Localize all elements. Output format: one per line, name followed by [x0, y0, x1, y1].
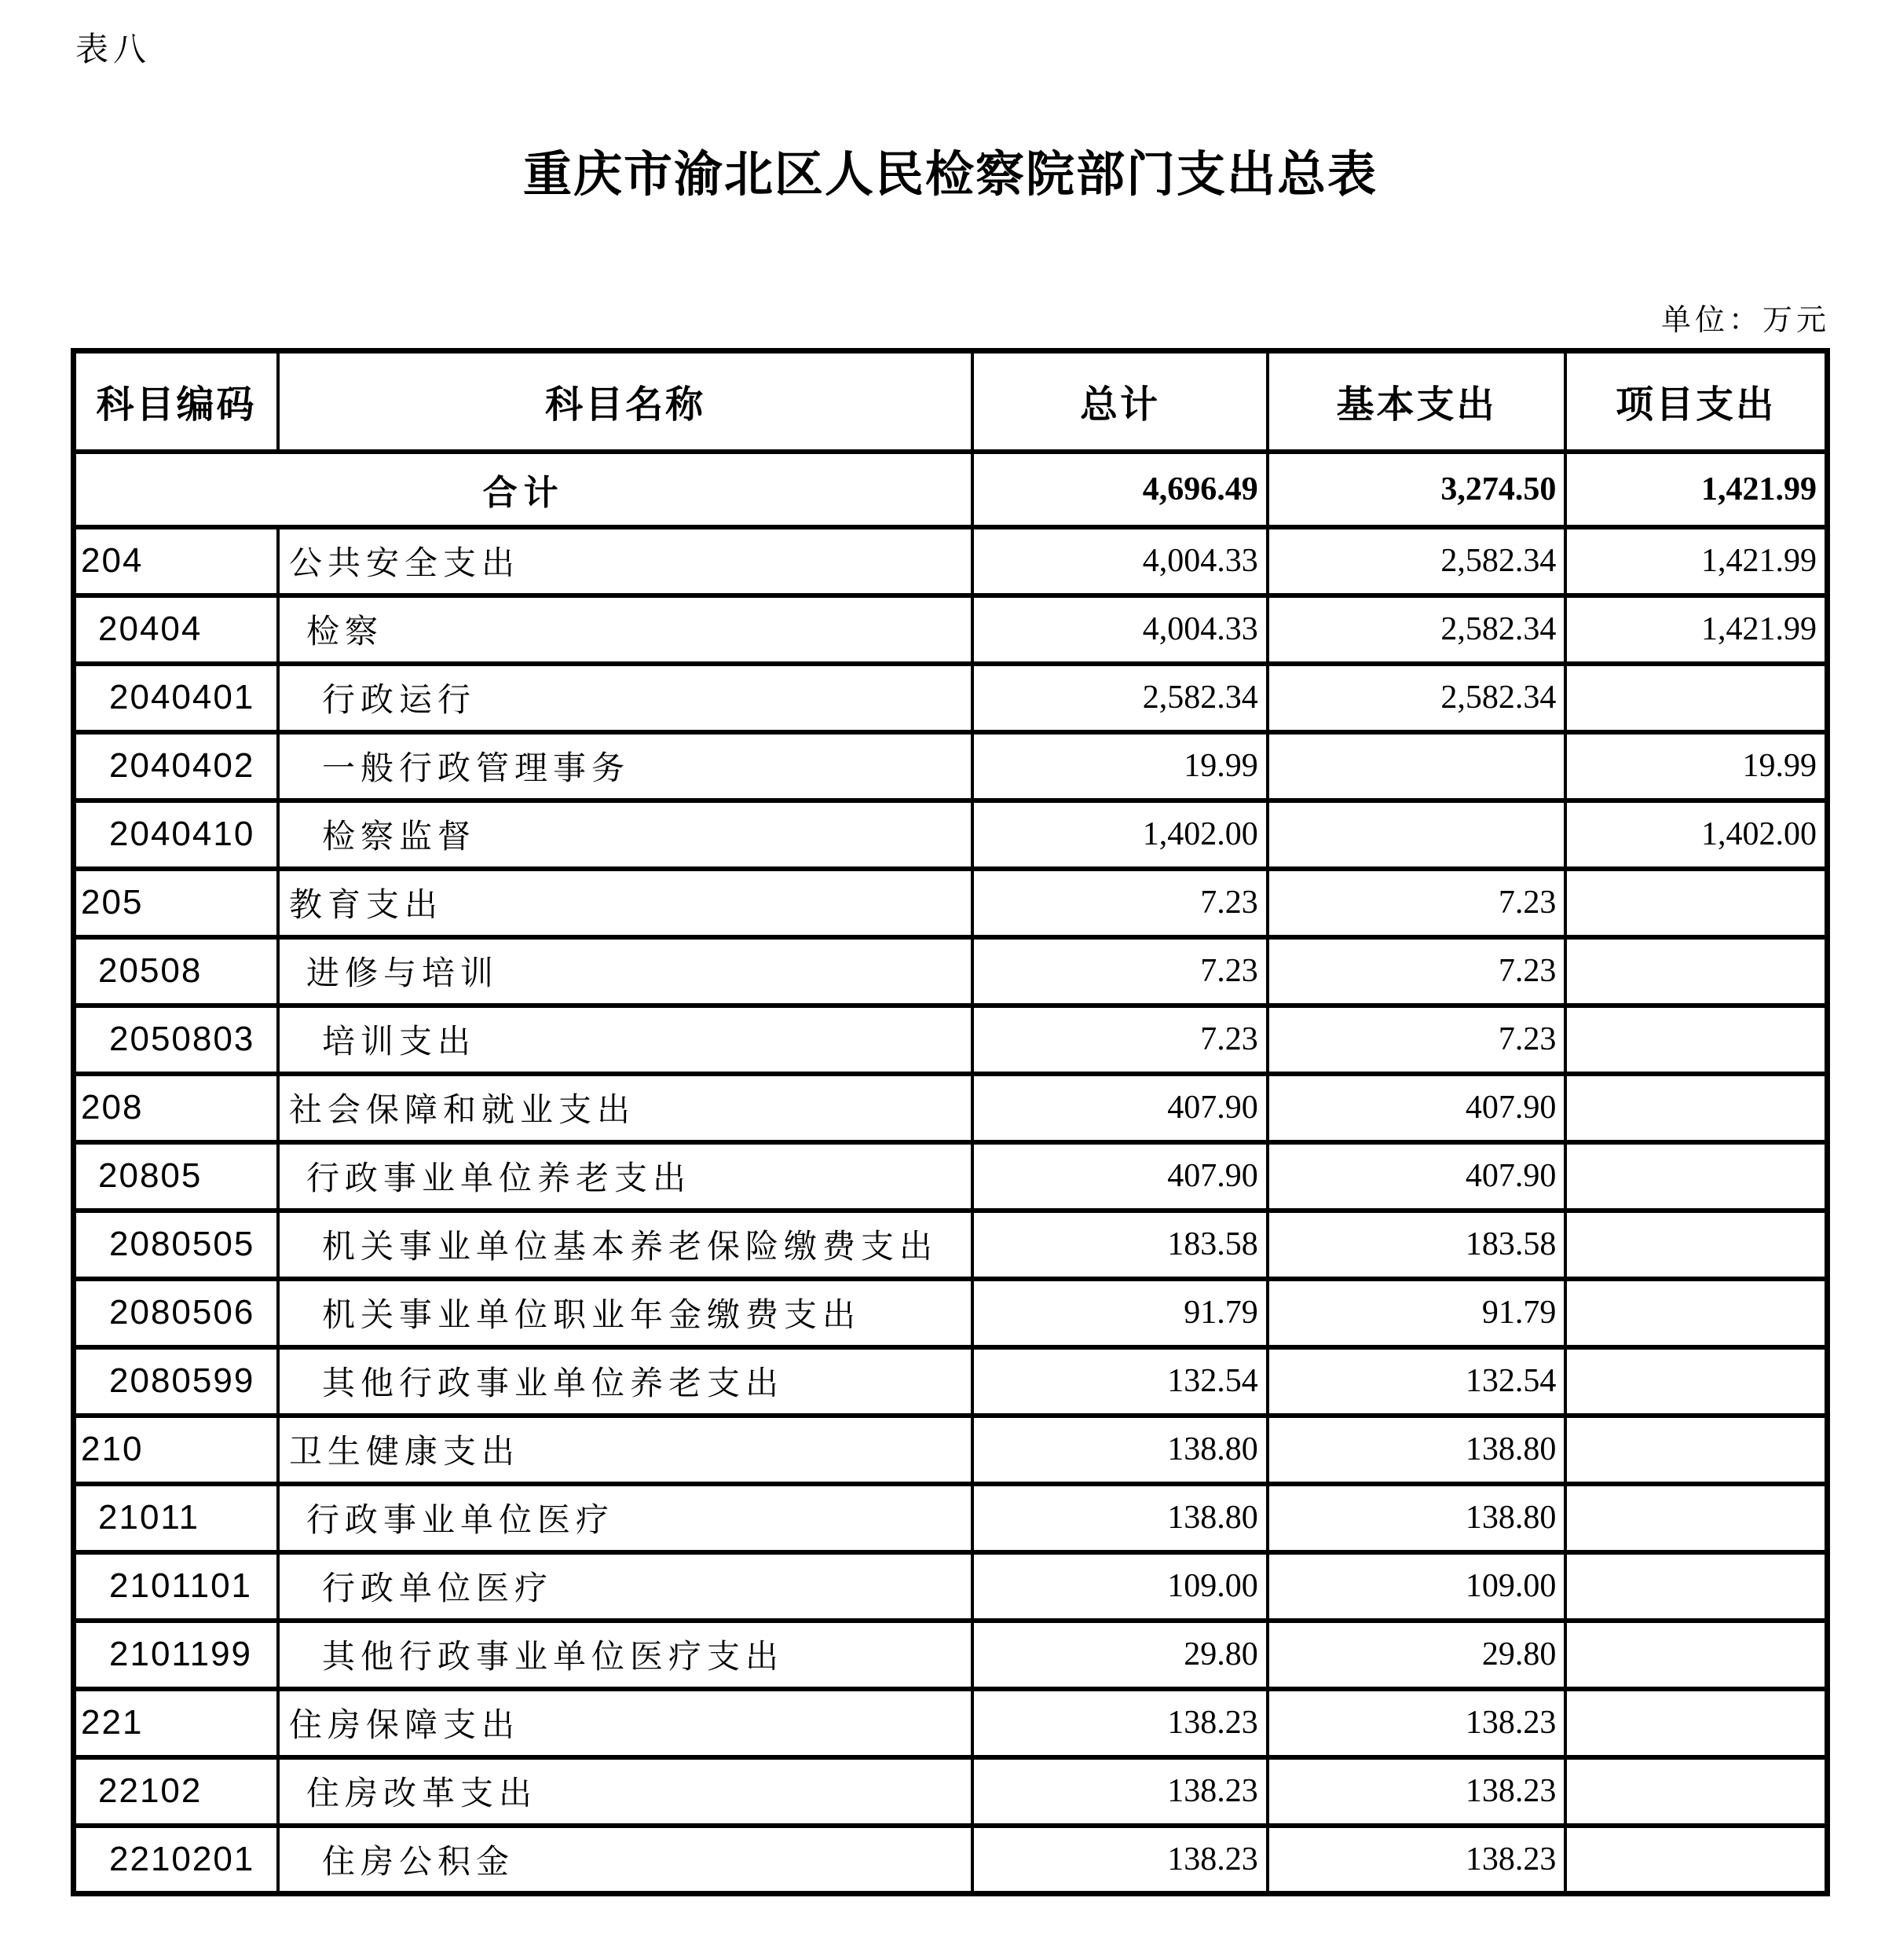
total-value-cell: 7.23: [972, 937, 1268, 1006]
subject-code-cell: 221: [74, 1689, 278, 1757]
grand-total-project-cell: 1,421.99: [1565, 452, 1827, 527]
table-row: [74, 1757, 1828, 1826]
subject-name-cell: 检察: [278, 595, 972, 664]
table-row: [74, 1552, 1828, 1621]
subject-code-cell: 2050803: [74, 1006, 278, 1074]
basic-value-cell: 2,582.34: [1268, 527, 1566, 595]
basic-value-cell: 183.58: [1268, 1211, 1566, 1279]
table-row: [74, 1279, 1828, 1347]
header-row: [74, 351, 1828, 452]
project-value-cell: [1565, 1757, 1827, 1826]
table-row: [74, 1211, 1828, 1279]
grand-total-label-cell: 合计: [74, 452, 973, 527]
subject-name-cell: 行政单位医疗: [278, 1552, 972, 1621]
subject-code-cell: 2210201: [74, 1826, 278, 1894]
table-row: [74, 1074, 1828, 1142]
total-value-cell: 109.00: [972, 1552, 1268, 1621]
table-row: [74, 1006, 1828, 1074]
subject-name-cell: 机关事业单位职业年金缴费支出: [278, 1279, 972, 1347]
subject-code-cell: 205: [74, 869, 278, 937]
basic-value-cell: 7.23: [1268, 1006, 1566, 1074]
subject-code-cell: 2040410: [74, 800, 278, 869]
subject-code-cell: 2040402: [74, 732, 278, 800]
subject-name-cell: 公共安全支出: [278, 527, 972, 595]
subject-name-cell: 行政事业单位医疗: [278, 1484, 972, 1552]
subject-code-cell: 2080599: [74, 1347, 278, 1416]
subject-name-cell: 住房保障支出: [278, 1689, 972, 1757]
project-value-cell: 19.99: [1565, 732, 1827, 800]
basic-value-cell: 109.00: [1268, 1552, 1566, 1621]
column-header-subject-name: 科目名称: [278, 351, 972, 452]
project-value-cell: [1565, 1142, 1827, 1211]
subject-code-cell: 208: [74, 1074, 278, 1142]
subject-code-cell: 20508: [74, 937, 278, 1006]
basic-value-cell: 407.90: [1268, 1074, 1566, 1142]
total-value-cell: 138.23: [972, 1826, 1268, 1894]
subject-name-cell: 住房改革支出: [278, 1757, 972, 1826]
subject-name-cell: 卫生健康支出: [278, 1416, 972, 1484]
basic-value-cell: 138.23: [1268, 1689, 1566, 1757]
project-value-cell: 1,421.99: [1565, 595, 1827, 664]
table-row: [74, 595, 1828, 664]
total-value-cell: 4,004.33: [972, 527, 1268, 595]
subject-name-cell: 住房公积金: [278, 1826, 972, 1894]
basic-value-cell: 138.80: [1268, 1416, 1566, 1484]
total-value-cell: 19.99: [972, 732, 1268, 800]
subject-name-cell: 一般行政管理事务: [278, 732, 972, 800]
table-row: [74, 1416, 1828, 1484]
total-value-cell: 7.23: [972, 1006, 1268, 1074]
total-value-cell: 1,402.00: [972, 800, 1268, 869]
subject-code-cell: 20404: [74, 595, 278, 664]
basic-value-cell: [1268, 732, 1566, 800]
project-value-cell: [1565, 664, 1827, 732]
total-value-cell: 138.80: [972, 1416, 1268, 1484]
project-value-cell: 1,402.00: [1565, 800, 1827, 869]
total-value-cell: 407.90: [972, 1142, 1268, 1211]
subject-code-cell: 22102: [74, 1757, 278, 1826]
total-value-cell: 138.80: [972, 1484, 1268, 1552]
table-row: [74, 869, 1828, 937]
subject-code-cell: 2080505: [74, 1211, 278, 1279]
subject-name-cell: 其他行政事业单位养老支出: [278, 1347, 972, 1416]
subject-name-cell: 社会保障和就业支出: [278, 1074, 972, 1142]
total-value-cell: 132.54: [972, 1347, 1268, 1416]
subject-code-cell: 2040401: [74, 664, 278, 732]
page-title: 重庆市渝北区人民检察院部门支出总表: [522, 148, 1378, 202]
total-value-cell: 7.23: [972, 869, 1268, 937]
column-header-basic: 基本支出: [1268, 351, 1566, 452]
subject-code-cell: 2101101: [74, 1552, 278, 1621]
total-value-cell: 91.79: [972, 1279, 1268, 1347]
project-value-cell: [1565, 1074, 1827, 1142]
grand-total-basic-cell: 3,274.50: [1268, 452, 1566, 527]
table-row: [74, 1142, 1828, 1211]
column-header-project: 项目支出: [1565, 351, 1827, 452]
basic-value-cell: 138.23: [1268, 1826, 1566, 1894]
subject-name-cell: 教育支出: [278, 869, 972, 937]
table-row: [74, 1826, 1828, 1894]
project-value-cell: [1565, 1689, 1827, 1757]
subject-name-cell: 进修与培训: [278, 937, 972, 1006]
grand-total-row: [74, 452, 1828, 527]
subject-code-cell: 20805: [74, 1142, 278, 1211]
total-value-cell: 138.23: [972, 1689, 1268, 1757]
total-value-cell: 183.58: [972, 1211, 1268, 1279]
project-value-cell: [1565, 869, 1827, 937]
unit-note: 单位：万元: [1660, 304, 1830, 337]
column-header-total: 总计: [972, 351, 1268, 452]
project-value-cell: [1565, 1279, 1827, 1347]
table-body: [74, 527, 1828, 1894]
basic-value-cell: 407.90: [1268, 1142, 1566, 1211]
basic-value-cell: 7.23: [1268, 869, 1566, 937]
project-value-cell: [1565, 1621, 1827, 1689]
grand-total-total-cell: 4,696.49: [972, 452, 1268, 527]
project-value-cell: [1565, 1552, 1827, 1621]
basic-value-cell: 2,582.34: [1268, 595, 1566, 664]
project-value-cell: [1565, 1416, 1827, 1484]
project-value-cell: [1565, 1347, 1827, 1416]
subject-code-cell: 21011: [74, 1484, 278, 1552]
project-value-cell: [1565, 1826, 1827, 1894]
table-row: [74, 1484, 1828, 1552]
table-row: [74, 800, 1828, 869]
basic-value-cell: 138.23: [1268, 1757, 1566, 1826]
total-value-cell: 138.23: [972, 1757, 1268, 1826]
project-value-cell: [1565, 937, 1827, 1006]
subject-code-cell: 2080506: [74, 1279, 278, 1347]
subject-name-cell: 其他行政事业单位医疗支出: [278, 1621, 972, 1689]
subject-name-cell: 检察监督: [278, 800, 972, 869]
basic-value-cell: 132.54: [1268, 1347, 1566, 1416]
table-row: [74, 664, 1828, 732]
basic-value-cell: 7.23: [1268, 937, 1566, 1006]
column-header-subject-code: 科目编码: [74, 351, 278, 452]
subject-name-cell: 培训支出: [278, 1006, 972, 1074]
total-value-cell: 29.80: [972, 1621, 1268, 1689]
basic-value-cell: 2,582.34: [1268, 664, 1566, 732]
subject-name-cell: 机关事业单位基本养老保险缴费支出: [278, 1211, 972, 1279]
total-value-cell: 4,004.33: [972, 595, 1268, 664]
table-row: [74, 1689, 1828, 1757]
table-row: [74, 1347, 1828, 1416]
basic-value-cell: 138.80: [1268, 1484, 1566, 1552]
subject-code-cell: 210: [74, 1416, 278, 1484]
subject-name-cell: 行政事业单位养老支出: [278, 1142, 972, 1211]
total-value-cell: 2,582.34: [972, 664, 1268, 732]
project-value-cell: 1,421.99: [1565, 527, 1827, 595]
basic-value-cell: 91.79: [1268, 1279, 1566, 1347]
total-value-cell: 407.90: [972, 1074, 1268, 1142]
table-row: [74, 1621, 1828, 1689]
table-number-tag: 表八: [75, 32, 152, 68]
project-value-cell: [1565, 1006, 1827, 1074]
basic-value-cell: [1268, 800, 1566, 869]
project-value-cell: [1565, 1211, 1827, 1279]
basic-value-cell: 29.80: [1268, 1621, 1566, 1689]
table-row: [74, 732, 1828, 800]
expense-table: [71, 348, 1830, 1896]
subject-code-cell: 2101199: [74, 1621, 278, 1689]
project-value-cell: [1565, 1484, 1827, 1552]
subject-name-cell: 行政运行: [278, 664, 972, 732]
subject-code-cell: 204: [74, 527, 278, 595]
table-row: [74, 527, 1828, 595]
table-row: [74, 937, 1828, 1006]
